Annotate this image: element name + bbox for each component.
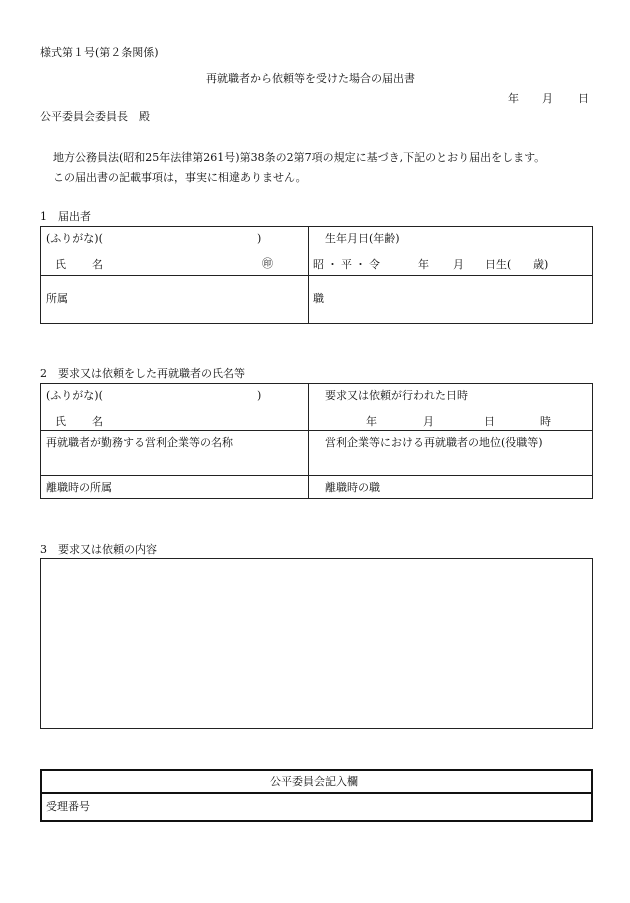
former-post-label[interactable]: 離職時の職 bbox=[325, 481, 380, 494]
date-month: 月 bbox=[542, 92, 553, 105]
s1-furigana-open: (ふりがな)( bbox=[46, 232, 103, 245]
section2-divider-v bbox=[308, 383, 309, 499]
dt-year: 年 bbox=[366, 415, 377, 428]
s1-name-label-2[interactable]: 名 bbox=[92, 258, 103, 271]
dt-month: 月 bbox=[423, 415, 434, 428]
s1-name-label-1[interactable]: 氏 bbox=[55, 258, 66, 271]
office-use-divider bbox=[40, 792, 593, 794]
seal-mark: ㊞ bbox=[262, 257, 273, 270]
section2-heading: 2 要求又は依頼をした再就職者の氏名等 bbox=[40, 367, 245, 380]
affiliation-label[interactable]: 所属 bbox=[46, 292, 68, 305]
birth-label: 生年月日(年齢) bbox=[325, 232, 400, 245]
s1-furigana-close: ) bbox=[257, 232, 262, 245]
dt-day: 日 bbox=[484, 415, 495, 428]
dt-hour: 時 bbox=[540, 415, 551, 428]
datetime-label: 要求又は依頼が行われた日時 bbox=[325, 389, 468, 402]
page-title: 再就職者から依頼等を受けた場合の届出書 bbox=[206, 72, 415, 85]
form-number: 様式第１号(第２条関係) bbox=[40, 46, 159, 59]
post-label[interactable]: 職 bbox=[313, 292, 324, 305]
section1-divider-h bbox=[40, 275, 593, 276]
section3-heading: 3 要求又は依頼の内容 bbox=[40, 543, 157, 556]
addressee: 公平委員会委員長 殿 bbox=[40, 110, 150, 123]
birth-era[interactable]: 昭・平・令 bbox=[313, 258, 383, 271]
receipt-number-label[interactable]: 受理番号 bbox=[46, 800, 90, 813]
birth-age: 歳) bbox=[533, 258, 549, 271]
s2-name-label-2[interactable]: 名 bbox=[92, 415, 103, 428]
request-content-area[interactable] bbox=[40, 558, 593, 729]
company-label[interactable]: 再就職者が勤務する営利企業等の名称 bbox=[46, 436, 233, 449]
s2-name-label-1[interactable]: 氏 bbox=[55, 415, 66, 428]
birth-month: 月 bbox=[453, 258, 464, 271]
s2-furigana-close: ) bbox=[257, 389, 262, 402]
former-affiliation-label[interactable]: 離職時の所属 bbox=[46, 481, 112, 494]
birth-day: 日生( bbox=[485, 258, 512, 271]
position-label[interactable]: 営利企業等における再就職者の地位(役職等) bbox=[325, 436, 543, 449]
date-day: 日 bbox=[578, 92, 589, 105]
s2-furigana-open: (ふりがな)( bbox=[46, 389, 103, 402]
date-year: 年 bbox=[508, 92, 519, 105]
intro-line-2: この届出書の記載事項は，事実に相違ありません。 bbox=[53, 171, 307, 184]
office-use-heading: 公平委員会記入欄 bbox=[270, 775, 358, 788]
section2-divider-h1 bbox=[40, 430, 593, 431]
birth-year: 年 bbox=[418, 258, 429, 271]
intro-line-1: 地方公務員法(昭和25年法律第261号)第38条の2第7項の規定に基づき,下記のとおり届出をします。 bbox=[53, 151, 546, 164]
section1-heading: 1 届出者 bbox=[40, 210, 91, 223]
section2-divider-h2 bbox=[40, 475, 593, 476]
